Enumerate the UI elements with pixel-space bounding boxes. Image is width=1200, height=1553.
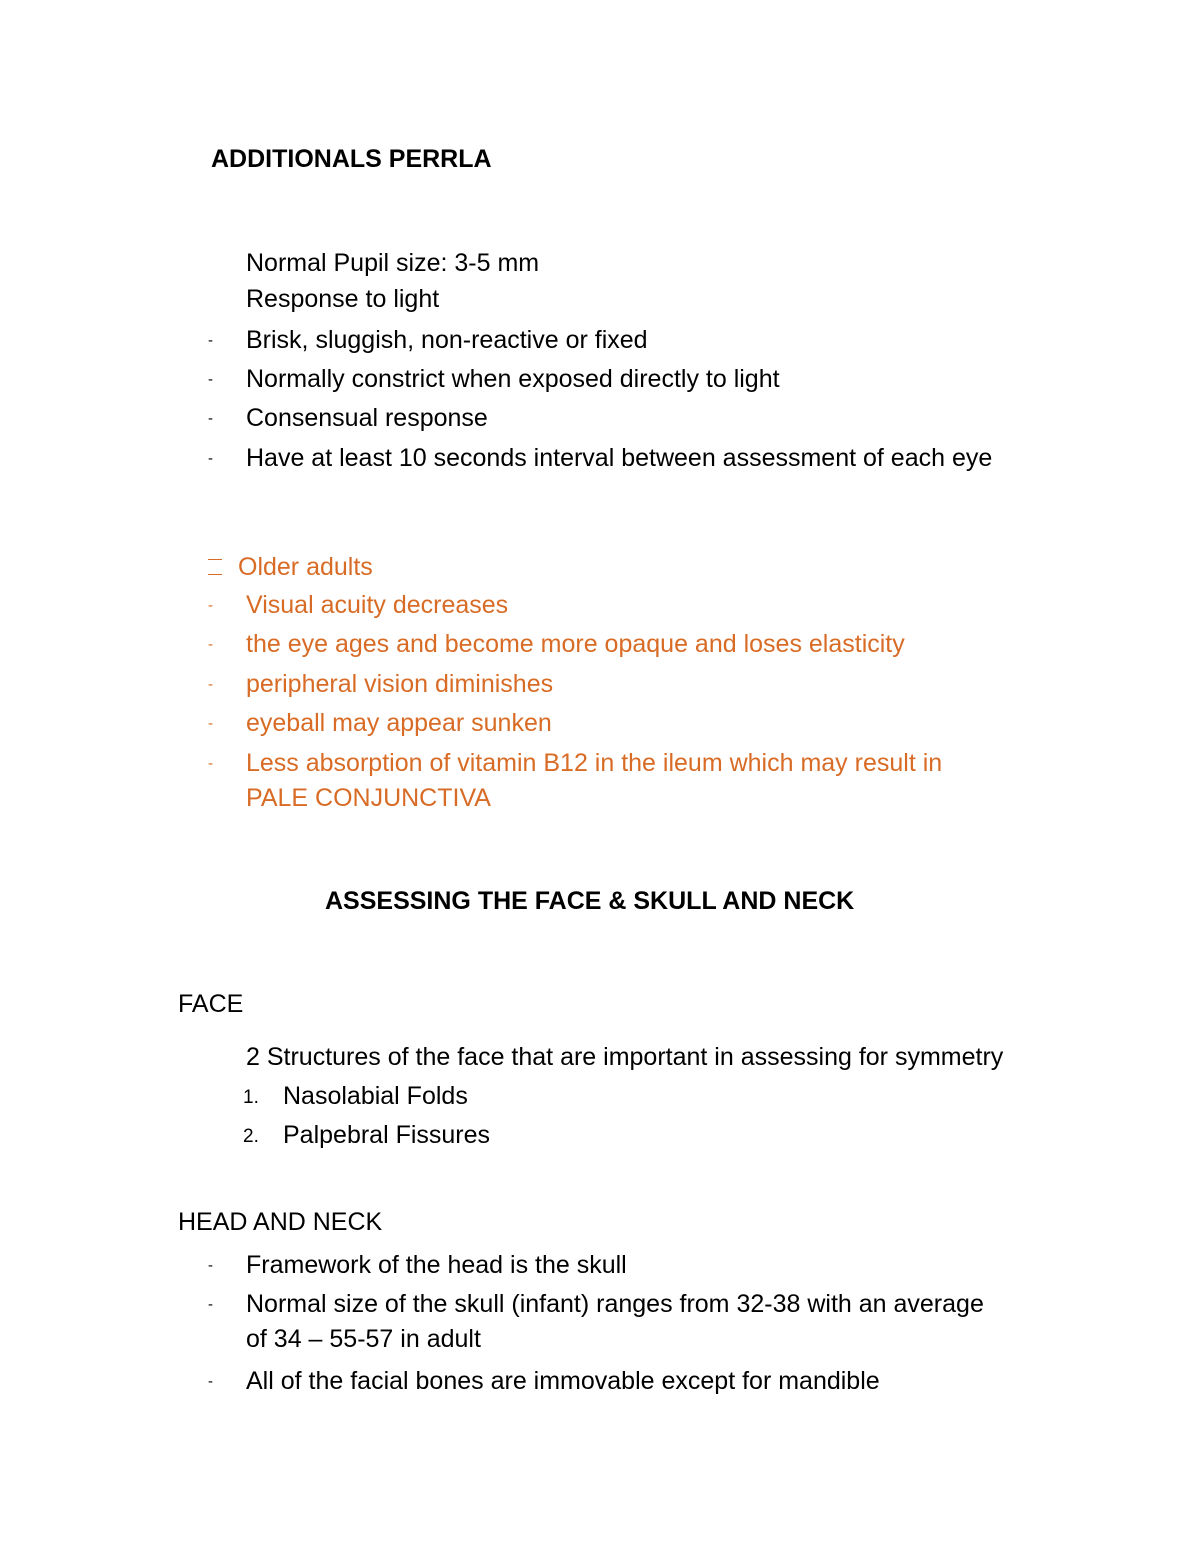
bullet-dash: - bbox=[208, 371, 213, 388]
list-item: the eye ages and become more opaque and loses elasticity bbox=[246, 630, 905, 658]
older-adults-heading: Older adults bbox=[238, 553, 373, 581]
bullet-dash: - bbox=[208, 410, 213, 427]
list-item: Visual acuity decreases bbox=[246, 591, 509, 619]
bullet-dash: - bbox=[208, 450, 213, 467]
list-item: eyeball may appear sunken bbox=[246, 709, 552, 737]
head-neck-heading: HEAD AND NECK bbox=[178, 1208, 383, 1236]
pupil-size-line: Normal Pupil size: 3-5 mm bbox=[246, 249, 540, 277]
list-item: Have at least 10 seconds interval between assessment of each eye bbox=[246, 444, 993, 472]
bullet-dash: - bbox=[208, 715, 213, 732]
bullet-dash: - bbox=[208, 755, 213, 772]
bullet-dash: - bbox=[208, 1257, 213, 1274]
list-item-continuation: of 34 – 55-57 in adult bbox=[246, 1325, 481, 1353]
list-item: All of the facial bones are immovable except for mandible bbox=[246, 1367, 880, 1395]
bullet-dash: - bbox=[208, 332, 213, 349]
list-item: Normal size of the skull (infant) ranges from 32-38 with an average bbox=[246, 1290, 984, 1318]
face-heading: FACE bbox=[178, 990, 244, 1018]
list-item: Palpebral Fissures bbox=[283, 1121, 491, 1149]
list-item: peripheral vision diminishes bbox=[246, 670, 554, 698]
list-item: Nasolabial Folds bbox=[283, 1082, 468, 1110]
list-item: Less absorption of vitamin B12 in the ileum which may result in bbox=[246, 749, 943, 777]
bullet-dash: - bbox=[208, 636, 213, 653]
bullet-dash: - bbox=[208, 676, 213, 693]
bullet-dash: - bbox=[208, 1373, 213, 1390]
list-item: Brisk, sluggish, non-reactive or fixed bbox=[246, 326, 648, 354]
list-number: 1. bbox=[243, 1087, 259, 1108]
list-item-continuation: PALE CONJUNCTIVA bbox=[246, 784, 491, 812]
list-item: Normally constrict when exposed directly to light bbox=[246, 365, 780, 393]
section-title-perrla: ADDITIONALS PERRLA bbox=[211, 145, 492, 173]
list-item: Consensual response bbox=[246, 404, 488, 432]
response-to-light-line: Response to light bbox=[246, 285, 440, 313]
bullet-dash: - bbox=[208, 1296, 213, 1313]
bullet-dash: - bbox=[208, 597, 213, 614]
face-intro: 2 Structures of the face that are important in assessing for symmetry bbox=[246, 1043, 1004, 1071]
section-title-face-skull-neck: ASSESSING THE FACE & SKULL AND NECK bbox=[325, 887, 855, 915]
list-number: 2. bbox=[243, 1126, 259, 1147]
list-item: Framework of the head is the skull bbox=[246, 1251, 627, 1279]
bullet-square-icon bbox=[208, 559, 222, 575]
